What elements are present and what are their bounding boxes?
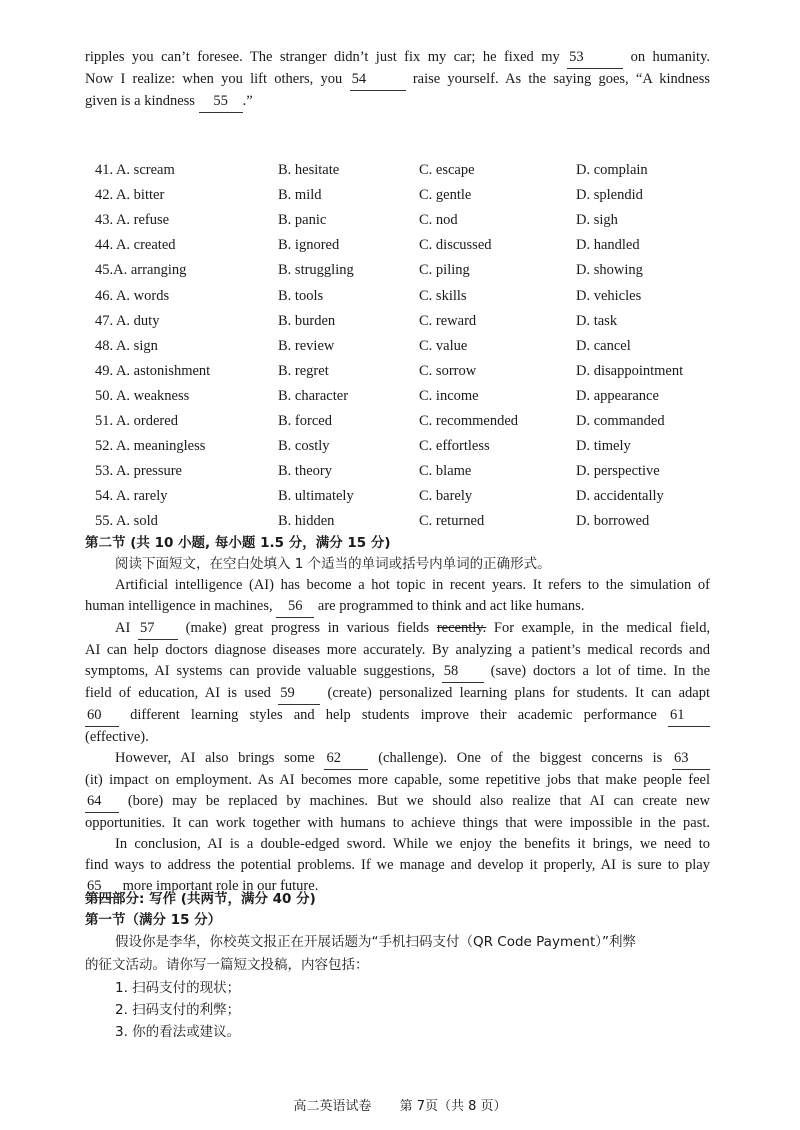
- option-a: 42. A. bitter: [95, 187, 165, 204]
- blank-59: 59: [278, 683, 320, 705]
- option-b: B. hidden: [278, 513, 335, 530]
- passage-line: 60 different learning styles and help students improve their academic performance 61: [85, 705, 710, 727]
- passage-line: (effective).: [85, 729, 149, 745]
- option-a: 52. A. meaningless: [95, 438, 206, 455]
- option-c: C. escape: [419, 162, 475, 179]
- passage-line: given is a kindness 55 .”: [85, 91, 710, 113]
- option-a: 50. A. weakness: [95, 387, 190, 404]
- part-heading: 第四部分: 写作 (共两节，满分 40 分): [85, 891, 316, 907]
- option-a: 43. A. refuse: [95, 212, 170, 229]
- option-row: [95, 208, 715, 233]
- option-c: C. blame: [419, 463, 472, 480]
- option-row: [95, 509, 715, 534]
- option-c: C. skills: [419, 287, 467, 304]
- option-row: [95, 334, 715, 359]
- section-2: [85, 533, 710, 898]
- option-d: D. task: [576, 312, 618, 329]
- passage-line: opportunities. It can work together with humans to achieve things that were impossible in the past.: [85, 815, 710, 831]
- passage-line: AI can help doctors diagnose diseases more accurately. By analyzing a patient’s medical records and: [85, 642, 710, 658]
- passage-line: In conclusion, AI is a double-edged sword. While we enjoy the benefits it brings, we need to: [115, 836, 710, 852]
- option-a: 41. A. scream: [95, 162, 175, 179]
- passage-line: AI 57 (make) great progress in various fields recently. For example, in the medical field,: [85, 618, 710, 640]
- option-b: B. forced: [278, 412, 332, 429]
- passage-line: (it) impact on employment. As AI becomes more capable, some repetitive jobs that make people feel: [85, 772, 710, 788]
- section-heading: 第二节 (共 10 小题, 每小题 1.5 分，满分 15 分): [85, 535, 391, 551]
- option-row: [95, 434, 715, 459]
- option-row: [95, 409, 715, 434]
- blank-64: 64: [85, 791, 119, 813]
- option-d: D. accidentally: [576, 488, 664, 505]
- option-a: 54. A. rarely: [95, 488, 168, 505]
- passage-line: human intelligence in machines, 56 are programmed to think and act like humans.: [85, 596, 710, 618]
- writing-prompt: 的征文活动。请你写一篇短文投稿，内容包括：: [85, 957, 369, 973]
- blank-61: 61: [668, 705, 710, 727]
- option-c: C. returned: [419, 513, 485, 530]
- option-row: [95, 484, 715, 509]
- option-row: [95, 158, 715, 183]
- option-a: 51. A. ordered: [95, 412, 178, 429]
- option-b: B. panic: [278, 212, 327, 229]
- option-a: 46. A. words: [95, 287, 170, 304]
- option-b: B. regret: [278, 362, 329, 379]
- blank-54: 54: [350, 69, 406, 91]
- blank-63: 63: [672, 748, 710, 770]
- prompt-item: 3. 你的看法或建议。: [115, 1024, 241, 1040]
- option-d: D. timely: [576, 438, 631, 455]
- option-d: D. appearance: [576, 387, 659, 404]
- option-b: B. mild: [278, 187, 322, 204]
- option-c: C. gentle: [419, 187, 472, 204]
- option-c: C. effortless: [419, 438, 490, 455]
- option-b: B. ignored: [278, 237, 340, 254]
- section-heading: 第一节（满分 15 分）: [85, 912, 222, 928]
- passage-line: Artificial intelligence (AI) has become a hot topic in recent years. It refers to the simulation of: [115, 577, 710, 593]
- option-a: 55. A. sold: [95, 513, 158, 530]
- option-b: B. struggling: [278, 262, 354, 279]
- options-table: [95, 158, 715, 534]
- option-c: C. sorrow: [419, 362, 477, 379]
- prompt-item: 2. 扫码支付的利弊；: [115, 1002, 241, 1018]
- blank-57: 57: [138, 618, 178, 640]
- option-d: D. showing: [576, 262, 643, 279]
- option-a: 53. A. pressure: [95, 463, 182, 480]
- struck-word: recently.: [436, 620, 487, 636]
- option-d: D. borrowed: [576, 513, 650, 530]
- option-a: 44. A. created: [95, 237, 176, 254]
- option-row: [95, 233, 715, 258]
- passage-line: find ways to address the potential problems. If we manage and develop it properly, AI is sure to play: [85, 857, 710, 873]
- option-b: B. theory: [278, 463, 332, 480]
- option-row: [95, 309, 715, 334]
- blank-62: 62: [324, 748, 368, 770]
- option-d: D. perspective: [576, 463, 660, 480]
- option-b: B. review: [278, 337, 335, 354]
- option-b: B. burden: [278, 312, 336, 329]
- option-a: 47. A. duty: [95, 312, 160, 329]
- option-d: D. complain: [576, 162, 648, 179]
- option-a: 48. A. sign: [95, 337, 158, 354]
- blank-53: 53: [567, 47, 623, 69]
- option-c: C. barely: [419, 488, 473, 505]
- option-b: B. costly: [278, 438, 330, 455]
- option-row: [95, 258, 715, 283]
- option-a: 49. A. astonishment: [95, 362, 211, 379]
- option-c: C. reward: [419, 312, 477, 329]
- passage-line: ripples you can’t foresee. The stranger didn’t just fix my car; he fixed my 53 on humanity.: [85, 47, 710, 69]
- option-row: [95, 359, 715, 384]
- option-row: [95, 459, 715, 484]
- option-c: C. value: [419, 337, 468, 354]
- cloze-passage-end: [85, 47, 710, 113]
- option-a: 45.A. arranging: [95, 262, 187, 279]
- option-row: [95, 283, 715, 308]
- page-number: 第 7页（共 8 页）: [399, 1099, 507, 1114]
- option-c: C. discussed: [419, 237, 492, 254]
- option-d: D. cancel: [576, 337, 631, 354]
- option-b: B. character: [278, 387, 349, 404]
- passage-line: 64 (bore) may be replaced by machines. But we should also realize that AI can create new: [85, 791, 710, 813]
- option-d: D. commanded: [576, 412, 665, 429]
- prompt-item: 1. 扫码支付的现状；: [115, 980, 241, 996]
- option-c: C. nod: [419, 212, 458, 229]
- passage-line: Now I realize: when you lift others, you 54 raise yourself. As the saying goes, “A kindness: [85, 69, 710, 91]
- blank-60: 60: [85, 705, 119, 727]
- writing-prompt: 假设你是李华，你校英文报正在开展话题为“手机扫码支付（QR Code Payment）”利弊: [115, 934, 636, 950]
- part-4-writing: [85, 889, 710, 1043]
- option-d: D. sigh: [576, 212, 618, 229]
- blank-65: 65: [85, 876, 119, 898]
- option-row: [95, 183, 715, 208]
- option-b: B. tools: [278, 287, 324, 304]
- option-c: C. recommended: [419, 412, 519, 429]
- option-d: D. splendid: [576, 187, 643, 204]
- exam-title: 高二英语试卷: [293, 1099, 372, 1114]
- blank-58: 58: [442, 661, 484, 683]
- passage-line: 65 more important role in our future.: [85, 876, 710, 898]
- passage-line: However, AI also brings some 62 (challenge). One of the biggest concerns is 63: [85, 748, 710, 770]
- option-d: D. handled: [576, 237, 640, 254]
- blank-56: 56: [276, 596, 314, 618]
- page-footer: [0, 1095, 800, 1114]
- option-d: D. disappointment: [576, 362, 684, 379]
- passage-line: field of education, AI is used 59 (create) personalized learning plans for students. It can adapt: [85, 683, 710, 705]
- option-c: C. income: [419, 387, 479, 404]
- option-row: [95, 384, 715, 409]
- passage-line: symptoms, AI systems can provide valuable suggestions, 58 (save) doctors a lot of time. In the: [85, 661, 710, 683]
- option-d: D. vehicles: [576, 287, 642, 304]
- instruction: 阅读下面短文，在空白处填入 1 个适当的单词或括号内单词的正确形式。: [115, 556, 551, 572]
- option-b: B. ultimately: [278, 488, 354, 505]
- option-b: B. hesitate: [278, 162, 340, 179]
- blank-55: 55: [199, 91, 243, 113]
- option-c: C. piling: [419, 262, 470, 279]
